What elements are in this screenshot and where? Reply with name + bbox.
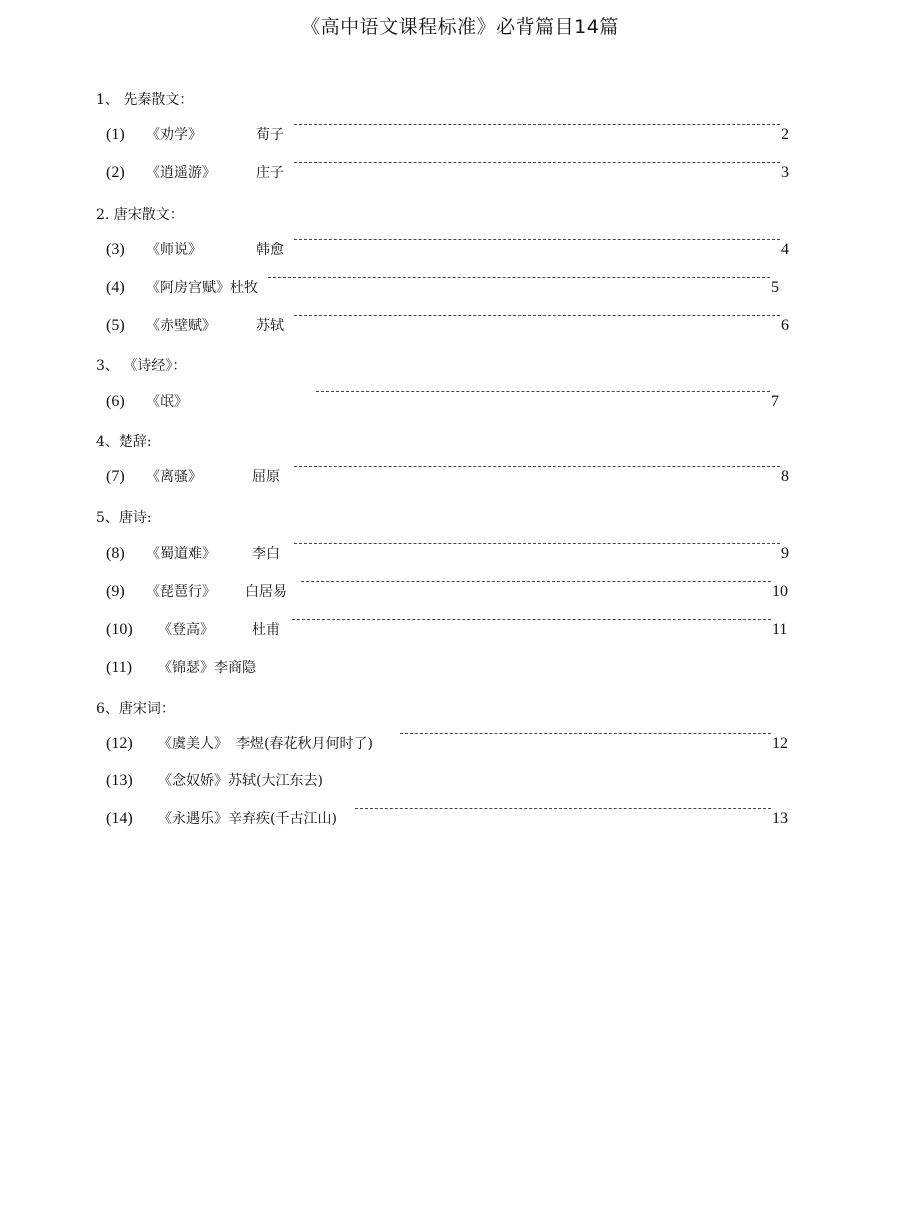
entry-number: (14): [106, 810, 133, 827]
page-number: 5: [771, 279, 779, 296]
entry-number: (7): [106, 468, 125, 485]
entry-author: 屈原: [252, 469, 280, 485]
entry-title: 《登高》: [158, 622, 214, 638]
entry-title: 《离骚》: [146, 469, 202, 485]
entry-author: 白居易: [245, 584, 287, 600]
entry-number: (1): [106, 126, 125, 143]
page-number: 7: [771, 393, 779, 410]
section-heading: 3、 《诗经》：: [96, 358, 187, 374]
entry-number: (6): [106, 393, 125, 410]
dot-leader: [292, 619, 771, 620]
dot-leader: [268, 277, 770, 278]
page-number: 2: [781, 126, 789, 143]
dot-leader: [316, 391, 770, 392]
entry-number: (4): [106, 279, 125, 296]
entry-author: 苏轼: [256, 318, 284, 334]
entry-title: 《蜀道难》: [146, 546, 216, 562]
dot-leader: [294, 466, 780, 467]
dot-leader: [294, 239, 780, 240]
section-heading: 2. 唐宋散文：: [96, 207, 184, 223]
section-heading: 1、 先秦散文：: [96, 92, 194, 108]
page-number: 13: [772, 810, 788, 827]
section-heading: 6、唐宋词：: [96, 701, 175, 717]
dot-leader: [301, 581, 771, 582]
entry-number: (10): [106, 621, 133, 638]
entry-title: 《氓》: [146, 394, 188, 410]
page-number: 3: [781, 164, 789, 181]
entry-author: 荀子: [256, 127, 284, 143]
entry-number: (5): [106, 317, 125, 334]
dot-leader: [294, 543, 780, 544]
page-number: 12: [772, 735, 788, 752]
entry-author: 韩愈: [256, 242, 284, 258]
entry-author: 李白: [252, 546, 280, 562]
entry-title: 《赤壁赋》: [146, 318, 216, 334]
section-heading: 5、唐诗:: [96, 510, 152, 526]
section-heading: 4、楚辞:: [96, 434, 152, 450]
entry-title: 《师说》: [146, 242, 202, 258]
entry-title: 《逍遥游》: [146, 165, 216, 181]
page-number: 4: [781, 241, 789, 258]
entry-number: (8): [106, 545, 125, 562]
entry-number: (2): [106, 164, 125, 181]
entry-title: 《劝学》: [146, 127, 202, 143]
entry-title: 《虞美人》: [158, 736, 228, 752]
dot-leader: [355, 808, 771, 809]
dot-leader: [400, 733, 771, 734]
entry-title: 《念奴娇》苏轼(大江东去): [158, 773, 323, 789]
entry-author: 杜甫: [252, 622, 280, 638]
dot-leader: [294, 162, 780, 163]
dot-leader: [294, 124, 780, 125]
page-number: 6: [781, 317, 789, 334]
dot-leader: [294, 315, 780, 316]
entry-title: 《锦瑟》李商隐: [158, 660, 256, 676]
entry-number: (11): [106, 659, 133, 676]
page-number: 8: [781, 468, 789, 485]
entry-author: 李煜(春花秋月何时了): [236, 736, 373, 752]
entry-title: 《永遇乐》辛弃疾(千古江山): [158, 811, 337, 827]
entry-title: 《琵琶行》: [146, 584, 216, 600]
entry-title: 《阿房宫赋》杜牧: [146, 280, 258, 296]
entry-number: (12): [106, 735, 133, 752]
entry-author: 庄子: [256, 165, 284, 181]
page-number: 9: [781, 545, 789, 562]
entry-number: (3): [106, 241, 125, 258]
page-number: 11: [772, 621, 788, 638]
entry-number: (13): [106, 772, 133, 789]
entry-number: (9): [106, 583, 125, 600]
document-title: 《高中语文课程标准》必背篇目14篇: [301, 16, 619, 38]
page-number: 10: [772, 583, 788, 600]
